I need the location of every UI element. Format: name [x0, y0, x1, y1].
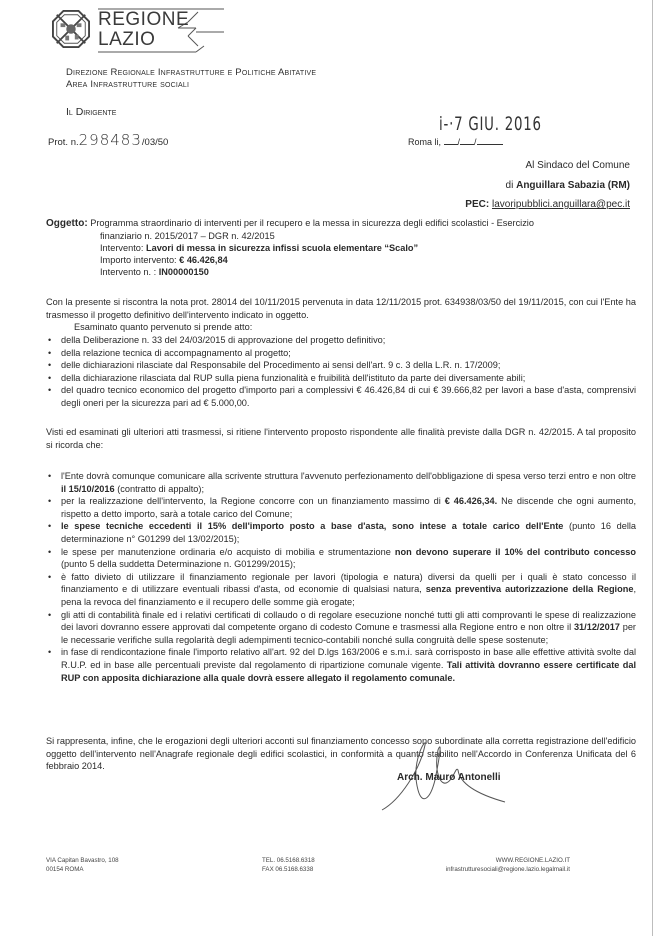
body-paragraph-2: Visti ed esaminati gli ulteriori atti trasmessi, si ritiene l'intervento proposto rispondente alle finalità previste dalla DGR n. 42/2015. A tal proposito si ricorda che:	[46, 427, 636, 450]
place-label: Roma li,	[408, 137, 442, 147]
protocol-suffix: /03/50	[141, 137, 169, 148]
footer-website-link[interactable]: WWW.REGIONE.LAZIO.IT	[495, 857, 570, 864]
footer-fax: FAX 06.5168.6338	[262, 866, 314, 873]
list-item: • gli atti di contabilità finale ed i relativi certificati di collaudo o di regolare esecuzione nonché tutti gli atti comprovanti le spese di realizzazione dei lavori dovranno essere approvati dal competente organo di codesto Comune e trasmessi alla Regione entro e non oltre il 31/12/2017 per le necessarie verifiche sulla regolarità degli adempimenti tecnico-contabili nonché sulla congruità delle spese sostenute;	[46, 609, 636, 647]
body-paragraph-3: Si rappresenta, infine, che le erogazioni degli ulteriori acconti sul finanziamento concesso sono subordinate alla corretta registrazione dell'edificio oggetto dell'intervento nell'Anagrafe regionale degli edifici scolastici, in conformità a quanto stabilito nell'Accordo in Conferenza Unificata del 6 febbraio 2014.	[46, 736, 636, 772]
body-paragraph-1: Con la presente si riscontra la nota prot. 28014 del 10/11/2015 pervenuta in data 12/11/2015 prot. 634938/03/50 del 19/11/2015, con cui l'Ente ha trasmesso il progetto definitivo dell'intervento indicato in oggetto. Esaminato quanto pervenuto si prende atto:	[46, 297, 636, 333]
recipient-line2	[506, 180, 630, 191]
date-blank-year	[477, 135, 503, 145]
intervento-number: IN00000150	[158, 267, 209, 277]
department-name: Direzione Regionale Infrastrutture e Politiche Abitative	[66, 67, 317, 78]
recipient-line1: Al Sindaco del Comune	[525, 160, 630, 171]
list-item: • del quadro tecnico economico del progetto d'importo pari a complessivi € 46.426,84 di cui € 39.666,82 per lavori a base d'asta, comprensivi degli oneri per la sicurezza pari ad € 5.000,00.	[46, 384, 636, 409]
recipient-pec	[465, 199, 630, 210]
role-title: Il Dirigente	[66, 106, 117, 118]
protocol-handwritten-number: 298483	[78, 131, 142, 149]
footer-email-link[interactable]: infrastrutturesociali@regione.lazio.legalmail.it	[445, 866, 570, 873]
list-item: • in fase di rendicontazione finale l'importo relativo all'art. 92 del D.lgs 163/2006 e s.m.i. sarà corrisposto in base alle effettive attività svolte dal R.U.P. ed in base alle percentuali previste dal regolamento di ripartizione comunale vigente. Tali attività dovranno essere certificate dal RUP con apposita dichiarazione alla quale dovrà essere allegato il regolamento comunale.	[46, 646, 636, 684]
footer-address: VIA Capitan Bavastro, 108 00154 ROMA	[46, 857, 119, 873]
list-item: • della dichiarazione rilasciata dal RUP sulla piena funzionalità e fruibilità dell'istituto da parte dei diversamente abili;	[46, 372, 636, 385]
footer-web	[420, 856, 570, 874]
recipient-municipality: Anguillara Sabazia (RM)	[516, 180, 630, 191]
list-item: • delle dichiarazioni rilasciate dal Responsabile del Procedimento ai sensi dell'art. 9 c. 3 della L.R. n. 17/2009;	[46, 359, 636, 372]
list-item: • l'Ente dovrà comunque comunicare alla scrivente struttura l'avvenuto perfezionamento dell'obbligazione di spesa verso terzi entro e non oltre il 15/10/2016 (contratto di appalto);	[46, 470, 636, 495]
pec-email-link[interactable]: lavoripubblici.anguillara@pec.it	[491, 199, 630, 210]
paragraph1-indent: Esaminato quanto pervenuto si prende atto:	[74, 322, 253, 333]
list-item: • le spese tecniche eccedenti il 15% dell'importo posto a base d'asta, sono intese a totale carico dell'Ente (punto 16 della determinazione n° G01299 del 13/02/2015);	[46, 520, 636, 545]
place-date-line: Roma li, / /	[408, 135, 503, 147]
regione-lazio-emblem-icon	[52, 10, 90, 48]
date-blank-month	[460, 135, 474, 145]
date-stamp: i-·7 GIU. 2016	[439, 113, 542, 135]
list-item: • le spese per manutenzione ordinaria e/o acquisto di mobilia e strumentazione non devono superare il 10% del contributo concesso (punto 5 della suddetta Determinazione n. G01299/2015);	[46, 546, 636, 571]
footer-phone	[262, 856, 315, 874]
regione-lazio-logo	[52, 8, 222, 52]
logo-text-lazio: LAZIO	[98, 29, 156, 50]
signatory-name: Arch. Mauro Antonelli	[397, 772, 501, 783]
intervento-title: Lavori di messa in sicurezza infissi scuola elementare “Scalo”	[145, 243, 419, 253]
subject-label: Oggetto:	[46, 218, 88, 229]
pec-label: PEC:	[465, 199, 490, 210]
subject-intervento: Intervento: Lavori di messa in sicurezza infissi scuola elementare “Scalo”	[100, 243, 419, 253]
logo-text-regione: REGIONE	[98, 9, 190, 30]
department-area: Area Infrastrutture sociali	[66, 79, 190, 90]
acknowledgement-list	[46, 334, 636, 410]
recipient-prefix: di	[505, 180, 517, 191]
subject-block	[46, 217, 636, 278]
protocol-number	[48, 131, 168, 149]
subject-line1: Programma straordinario di interventi per il recupero e la messa in sicurezza degli edifici scolastici - Esercizio	[90, 218, 534, 228]
page-edge	[652, 0, 653, 936]
list-item: • della relazione tecnica di accompagnamento al progetto;	[46, 347, 636, 360]
conditions-list	[46, 470, 636, 684]
list-item: • per la realizzazione dell'intervento, la Regione concorre con un finanziamento massimo di € 46.426,34. Ne discende che ogni aumento, rispetto a detto importo, sarà a totale carico del Comune;	[46, 495, 636, 520]
importo-value: € 46.426,84	[179, 255, 228, 265]
subject-numero: Intervento n. : IN00000150	[100, 267, 209, 277]
date-blank-day	[444, 135, 458, 145]
footer-tel: TEL. 06.5168.6318	[262, 857, 315, 864]
subject-importo: Importo intervento: € 46.426,84	[100, 255, 228, 265]
subject-line2: finanziario n. 2015/2017 – DGR n. 42/2015	[100, 231, 275, 241]
list-item: • della Deliberazione n. 33 del 24/03/2015 di approvazione del progetto definitivo;	[46, 334, 636, 347]
protocol-prefix: Prot. n.	[48, 137, 79, 148]
list-item: • è fatto divieto di utilizzare il finanziamento regionale per lavori (tipologia e natura) diversi da quelli per i quali è stato concesso il finanziamento e di utilizzare eventuali ribassi d'asta, od economie di qualsiasi natura, senza preventiva autorizzazione della Regione, pena la revoca del finanziamento e il recupero delle somme già erogate;	[46, 571, 636, 609]
